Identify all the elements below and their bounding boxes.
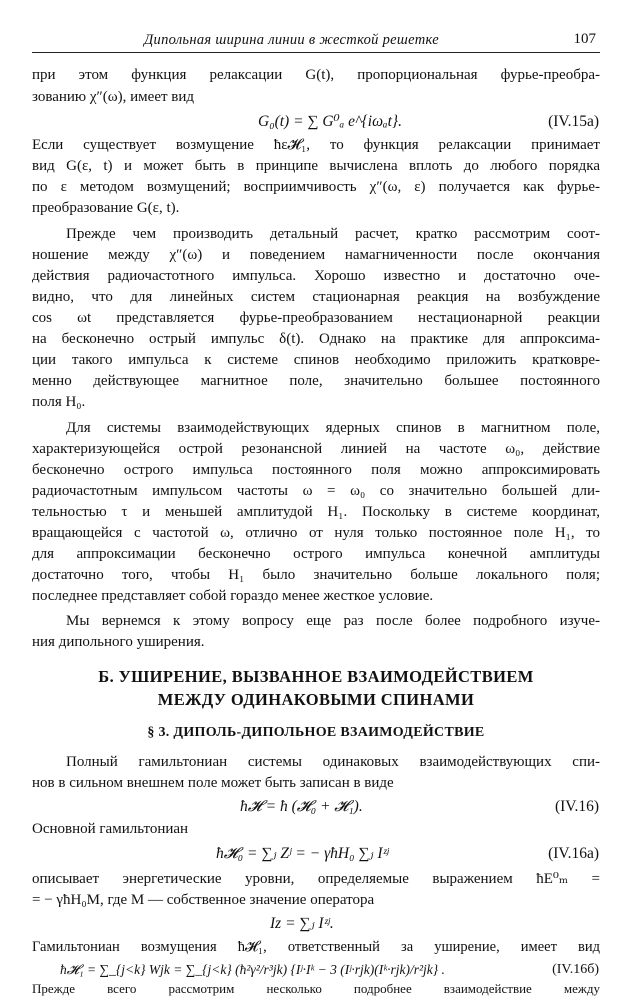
equation-iv-16b (60, 960, 445, 980)
text-line: на бесконечно острый импульс δ(t). Однако на практике для аппроксима- (32, 331, 600, 347)
text-line: поля H₀. (32, 394, 86, 410)
equation-text: G₀(t) = ∑ G⁰ₐ e^{iωₐt}. (258, 113, 402, 130)
text-line: вид G(ε, t) и может быть в принципе вычислена вплоть до любого порядка (32, 158, 600, 174)
text-line: = − γħH₀M, где M — собственное значение оператора (32, 892, 375, 908)
text-line: тельностью τ и меньшей амплитудой H₁. Поскольку в системе координат, (32, 504, 600, 520)
equation-iv-16 (240, 797, 363, 817)
text-fragment (32, 997, 62, 998)
text-line: Мы вернемся к этому вопросу еще раз после более подробного изуче- (66, 613, 600, 629)
text-line: действия радиочастотного импульса. Хорошо известно и достаточно оче- (32, 268, 600, 284)
text-line: ции такого импульса к системе спинов необходимо приложить кратковре- (32, 352, 600, 368)
subsection-heading: § 3. ДИПОЛЬ-ДИПОЛЬНОЕ ВЗАИМОДЕЙСТВИЕ (147, 725, 485, 740)
equation-number: (IV.16а) (548, 845, 599, 862)
equation-text: ħ𝓗 = ħ (𝓗₀ + 𝓗₁). (240, 798, 363, 815)
text-line: зованию χ″(ω), имеет вид (32, 89, 195, 105)
text-line: нов в сильном внешнем поле может быть записан в виде (32, 775, 394, 791)
text-line: Полный гамильтониан системы одинаковых взаимодействующих спи- (66, 754, 600, 770)
text-fragment: Прежде всего рассмотрим несколько подробнее взаимодействие между (32, 981, 600, 996)
equation-iv-16a (216, 844, 389, 864)
text-line: cos ωt представляется фурье-преобразованием нестационарной реакции (32, 310, 600, 326)
equation-number: (IV.16) (554, 798, 599, 815)
section-heading-line: МЕЖДУ ОДИНАКОВЫМИ СПИНАМИ (157, 690, 475, 709)
section-heading-line: Б. УШИРЕНИЕ, ВЫЗВАННОЕ ВЗАИМОДЕЙСТВИЕМ (98, 667, 534, 686)
running-header (32, 30, 600, 53)
text-line: менно действующее магнитное поле, значительно большее постоянного (32, 373, 600, 389)
text-line: ношение между χ″(ω) и поведением намагниченности после окончания (32, 247, 600, 263)
text-line: Основной гамильтониан (32, 821, 189, 837)
equation-text: Iz = ∑ⱼ Iᶻʲ. (270, 915, 334, 932)
text-line: описывает энергетические уровни, определяемые выражением ħE⁰ₘ = (32, 871, 600, 887)
text-line: Прежде чем производить детальный расчет, кратко рассмотрим соот- (66, 226, 600, 242)
text-line: ния дипольного уширения. (32, 634, 205, 650)
text-line: вращающейся с частотой ω, отлично от нуля только постоянное поле H₁, то (32, 525, 600, 541)
equation-number: (IV.15а) (548, 113, 599, 130)
text-line: видно, что для линейных систем стационарная реакция на возбуждение (32, 289, 600, 305)
equation-iv-15a (258, 112, 402, 132)
text-line: бесконечно острого импульса постоянного поля можно аппроксимировать (32, 462, 600, 478)
text-line: при этом функция релаксации G(t), пропорциональная фурье-преобра- (32, 67, 600, 83)
equation-text: ħ𝓗₀ = ∑ⱼ Zʲ = − γħH₀ ∑ⱼ Iᶻʲ (216, 845, 389, 862)
text-line: достаточно того, чтобы H₁ было значительно больше локального поля; (32, 567, 600, 583)
text-line: для аппроксимации бесконечно острого импульса конечной амплитуды (32, 546, 600, 562)
page-number: 107 (573, 31, 596, 47)
running-header-title: Дипольная ширина линии в жесткой решетке (144, 32, 439, 48)
equation-iz (270, 914, 334, 934)
text-line: Если существует возмущение ħε𝓗₁, то функция релаксации принимает (32, 137, 600, 153)
text-line: характеризующейся острой резонансной линией на частоте ω₀, действие (32, 441, 600, 457)
text-line (32, 981, 600, 997)
text-line: Гамильтониан возмущения ħ𝓗₁, ответственный за уширение, имеет вид (32, 939, 600, 955)
text-line (32, 997, 600, 998)
text-line: радиочастотным импульсом частоты ω = ω₀ со значительно большей дли- (32, 483, 600, 499)
text-line: по ε методом возмущений; восприимчивость χ″(ω, ε) получается как фурье- (32, 179, 600, 195)
equation-text: ħ𝓗₁ = ∑_{j<k} Wjk = ∑_{j<k} (ħ²γ²/r³jk) {Iʲ·Iᵏ − 3 (Iʲ·rjk)(Iᵏ·rjk)/r²jk} . (60, 962, 445, 977)
text-line: Для системы взаимодействующих ядерных спинов в магнитном поле, (66, 420, 600, 436)
text-line: последнее представляет собой гораздо менее жесткое условие. (32, 588, 434, 604)
text-line: преобразование G(ε, t). (32, 200, 180, 216)
equation-number: (IV.16б) (552, 962, 599, 977)
